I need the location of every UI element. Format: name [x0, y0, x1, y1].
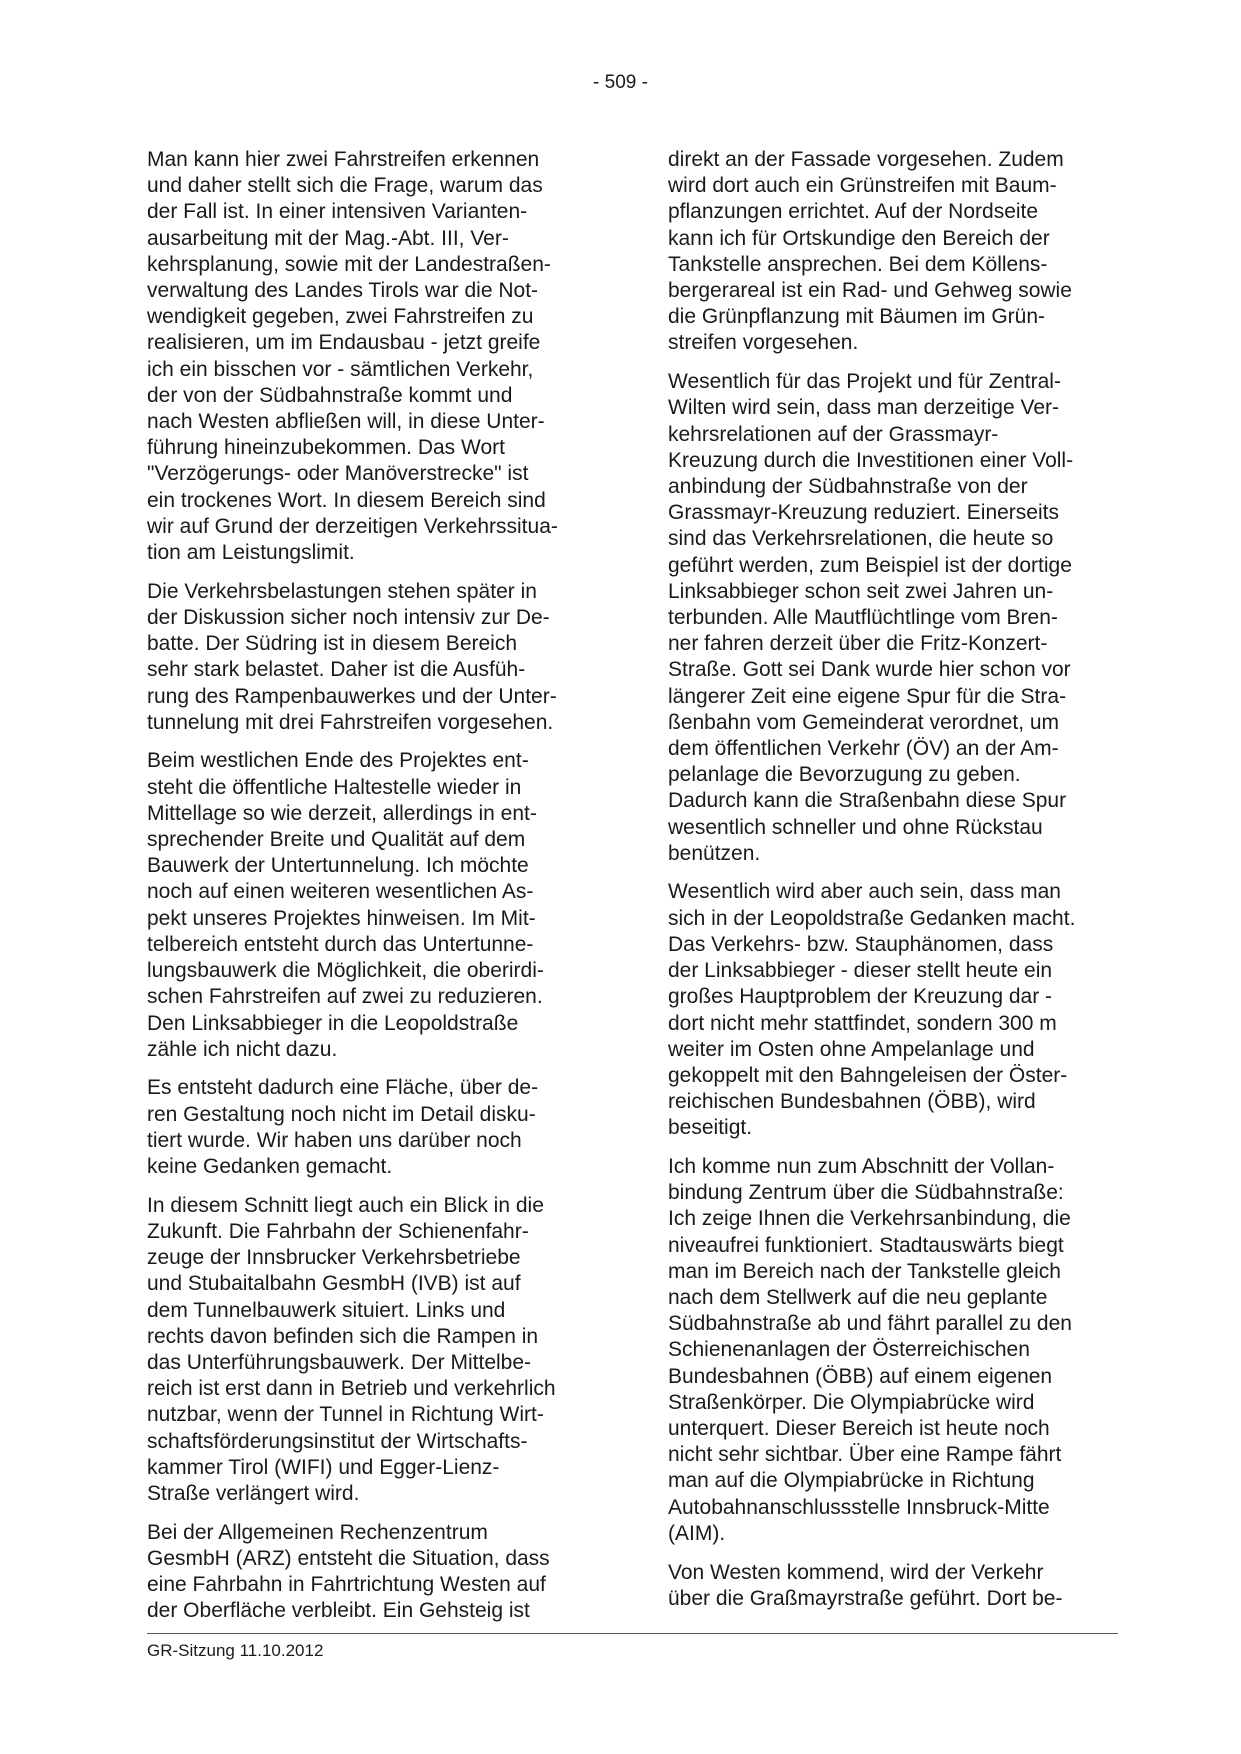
- text-line: sprechender Breite und Qualität auf dem: [147, 828, 526, 852]
- text-line: gekoppelt mit den Bahngeleisen der Öster-: [668, 1063, 1068, 1087]
- text-line: Mittellage so wie derzeit, allerdings in ent-: [147, 801, 537, 825]
- text-line: wird dort auch ein Grünstreifen mit Baum-: [668, 174, 1057, 198]
- text-line: terbunden. Alle Mautflüchtlinge vom Bren-: [668, 605, 1058, 629]
- text-line: ner fahren derzeit über die Fritz-Konzert-: [668, 632, 1048, 656]
- paragraph: [147, 147, 599, 566]
- footer-divider: [147, 1633, 1118, 1634]
- text-line: unterquert. Dieser Bereich ist heute noch: [668, 1417, 1050, 1441]
- text-line: längerer Zeit eine eigene Spur für die Stra-: [668, 684, 1067, 708]
- paragraph: [668, 147, 1120, 357]
- text-line: reich ist erst dann in Betrieb und verkehrlich: [147, 1377, 556, 1401]
- text-line: sehr stark belastet. Daher ist die Ausfüh-: [147, 658, 526, 682]
- text-line: kammer Tirol (WIFI) und Egger-Lienz-: [147, 1455, 500, 1479]
- text-line: großes Hauptproblem der Kreuzung dar -: [668, 985, 1053, 1009]
- paragraph: [147, 579, 599, 736]
- text-line: kehrsplanung, sowie mit der Landestraßen-: [147, 252, 551, 276]
- text-line: man auf die Olympiabrücke in Richtung: [668, 1469, 1035, 1493]
- text-line: weiter im Osten ohne Ampelanlage und: [668, 1037, 1035, 1061]
- text-line: GesmbH (ARZ) entsteht die Situation, dass: [147, 1546, 550, 1570]
- text-line: bindung Zentrum über die Südbahnstraße:: [668, 1181, 1064, 1205]
- text-line: der Linksabbieger - dieser stellt heute ein: [668, 959, 1053, 983]
- text-line: reichischen Bundesbahnen (ÖBB), wird: [668, 1090, 1036, 1114]
- page-number: - 509 -: [593, 72, 648, 93]
- text-line: "Verzögerungs- oder Manöverstrecke" ist: [147, 462, 529, 486]
- text-line: anbindung der Südbahnstraße von der: [668, 474, 1028, 498]
- text-line: zähle ich nicht dazu.: [147, 1037, 338, 1061]
- text-line: ein trockenes Wort. In diesem Bereich sind: [147, 488, 546, 512]
- text-line: schen Fahrstreifen auf zwei zu reduzieren.: [147, 985, 543, 1009]
- text-line: Bundesbahnen (ÖBB) auf einem eigenen: [668, 1364, 1053, 1388]
- footer-session-date: GR-Sitzung 11.10.2012: [147, 1641, 324, 1660]
- text-line: In diesem Schnitt liegt auch ein Blick in die: [147, 1193, 544, 1217]
- text-line: lungsbauwerk die Möglichkeit, die oberirdi-: [147, 959, 544, 983]
- text-line: ausarbeitung mit der Mag.-Abt. III, Ver-: [147, 226, 509, 250]
- text-line: nach Westen abfließen will, in diese Unter-: [147, 410, 545, 434]
- text-line: die Grünpflanzung mit Bäumen im Grün-: [668, 305, 1046, 329]
- text-line: Wilten wird sein, dass man derzeitige Ver-: [668, 396, 1059, 420]
- paragraph: [147, 1075, 599, 1180]
- text-line: der Oberfläche verbleibt. Ein Gehsteig ist: [147, 1599, 530, 1623]
- text-line: und daher stellt sich die Frage, warum das: [147, 174, 543, 198]
- text-line: kehrsrelationen auf der Grassmayr-: [668, 422, 999, 446]
- text-line: Man kann hier zwei Fahrstreifen erkennen: [147, 148, 540, 171]
- text-line: nicht sehr sichtbar. Über eine Rampe fährt: [668, 1443, 1062, 1467]
- text-line: der Diskussion sicher noch intensiv zur De-: [147, 605, 550, 629]
- text-line: batte. Der Südring ist in diesem Bereich: [147, 632, 518, 656]
- text-line: wendigkeit gegeben, zwei Fahrstreifen zu: [147, 305, 534, 329]
- text-line: tiert wurde. Wir haben uns darüber noch: [147, 1128, 522, 1152]
- text-line: Autobahnanschlussstelle Innsbruck-Mitte: [668, 1495, 1050, 1519]
- text-line: pflanzungen errichtet. Auf der Nordseite: [668, 200, 1039, 224]
- paragraph: [668, 879, 1120, 1141]
- text-line: rung des Rampenbauwerkes und der Unter-: [147, 684, 557, 708]
- text-line: beseitigt.: [668, 1116, 753, 1140]
- left-text-column: [147, 147, 599, 1637]
- text-line: benützen.: [668, 841, 761, 865]
- text-line: rechts davon befinden sich die Rampen in: [147, 1324, 539, 1348]
- text-line: sind das Verkehrsrelationen, die heute so: [668, 527, 1054, 551]
- text-line: Grassmayr-Kreuzung reduziert. Einerseits: [668, 501, 1059, 525]
- text-line: bergerareal ist ein Rad- und Gehweg sowie: [668, 279, 1072, 303]
- text-line: wir auf Grund der derzeitigen Verkehrssitua-: [147, 514, 558, 538]
- text-line: der Fall ist. In einer intensiven Varianten-: [147, 200, 528, 224]
- text-line: nach dem Stellwerk auf die neu geplante: [668, 1286, 1048, 1310]
- text-line: dem öffentlichen Verkehr (ÖV) an der Am-: [668, 736, 1059, 760]
- text-line: Kreuzung durch die Investitionen einer Voll-: [668, 448, 1074, 472]
- paragraph: [668, 369, 1120, 867]
- right-text-column: [668, 147, 1120, 1624]
- text-line: Südbahnstraße ab und fährt parallel zu den: [668, 1312, 1072, 1336]
- text-line: Beim westlichen Ende des Projektes ent-: [147, 749, 529, 773]
- text-line: realisieren, um im Endausbau - jetzt greife: [147, 331, 541, 355]
- text-line: tion am Leistungslimit.: [147, 541, 355, 565]
- text-line: Ich zeige Ihnen die Verkehrsanbindung, die: [668, 1207, 1071, 1231]
- text-line: ren Gestaltung noch nicht im Detail disku-: [147, 1102, 536, 1126]
- text-line: Ich komme nun zum Abschnitt der Vollan-: [668, 1155, 1055, 1179]
- text-line: dem Tunnelbauwerk situiert. Links und: [147, 1298, 506, 1322]
- text-line: Straßenkörper. Die Olympiabrücke wird: [668, 1390, 1035, 1414]
- text-line: schaftsförderungsinstitut der Wirtschafts-: [147, 1429, 528, 1453]
- text-line: Wesentlich wird aber auch sein, dass man: [668, 880, 1061, 904]
- text-line: kann ich für Ortskundige den Bereich der: [668, 226, 1050, 250]
- text-line: Dadurch kann die Straßenbahn diese Spur: [668, 789, 1067, 813]
- paragraph: [147, 748, 599, 1062]
- text-line: nutzbar, wenn der Tunnel in Richtung Wirt-: [147, 1403, 544, 1427]
- text-line: das Unterführungsbauwerk. Der Mittelbe-: [147, 1350, 532, 1374]
- text-line: Tankstelle ansprechen. Bei dem Köllens-: [668, 252, 1048, 276]
- text-line: (AIM).: [668, 1521, 726, 1545]
- text-line: Linksabbieger schon seit zwei Jahren un-: [668, 579, 1054, 603]
- paragraph: [147, 1193, 599, 1507]
- text-line: pelanlage die Bevorzugung zu geben.: [668, 763, 1021, 787]
- text-line: telbereich entsteht durch das Untertunne-: [147, 932, 534, 956]
- text-line: der von der Südbahnstraße kommt und: [147, 383, 513, 407]
- text-line: dort nicht mehr stattfindet, sondern 300 m: [668, 1011, 1057, 1035]
- text-line: Die Verkehrsbelastungen stehen später in: [147, 579, 537, 603]
- text-line: Bauwerk der Untertunnelung. Ich möchte: [147, 854, 529, 878]
- text-line: ich ein bisschen vor - sämtlichen Verkehr,: [147, 357, 534, 381]
- text-line: Wesentlich für das Projekt und für Zentral-: [668, 370, 1061, 394]
- text-line: Straße verlängert wird.: [147, 1481, 360, 1505]
- text-line: Schienenanlagen der Österreichischen: [668, 1338, 1030, 1362]
- text-line: Den Linksabbieger in die Leopoldstraße: [147, 1011, 519, 1035]
- text-line: pekt unseres Projektes hinweisen. Im Mit-: [147, 906, 536, 930]
- text-line: führung hineinzubekommen. Das Wort: [147, 436, 505, 460]
- text-line: sich in der Leopoldstraße Gedanken macht.: [668, 906, 1076, 930]
- paragraph: [668, 1154, 1120, 1547]
- text-line: über die Graßmayrstraße geführt. Dort be-: [668, 1586, 1063, 1610]
- text-line: eine Fahrbahn in Fahrtrichtung Westen auf: [147, 1573, 546, 1597]
- text-line: Straße. Gott sei Dank wurde hier schon vor: [668, 658, 1071, 682]
- text-line: direkt an der Fassade vorgesehen. Zudem: [668, 148, 1064, 171]
- text-line: wesentlich schneller und ohne Rückstau: [668, 815, 1043, 839]
- text-line: noch auf einen weiteren wesentlichen As-: [147, 880, 534, 904]
- text-line: tunnelung mit drei Fahrstreifen vorgesehen.: [147, 710, 554, 734]
- text-line: zeuge der Innsbrucker Verkehrsbetriebe: [147, 1246, 521, 1270]
- text-line: keine Gedanken gemacht.: [147, 1155, 393, 1179]
- text-line: niveaufrei funktioniert. Stadtauswärts biegt: [668, 1233, 1064, 1257]
- text-line: Es entsteht dadurch eine Fläche, über de-: [147, 1076, 539, 1100]
- text-line: Von Westen kommend, wird der Verkehr: [668, 1560, 1044, 1584]
- text-line: Zukunft. Die Fahrbahn der Schienenfahr-: [147, 1219, 529, 1243]
- text-line: ßenbahn vom Gemeinderat verordnet, um: [668, 710, 1060, 734]
- text-line: steht die öffentliche Haltestelle wieder in: [147, 775, 522, 799]
- text-line: Bei der Allgemeinen Rechenzentrum: [147, 1520, 488, 1544]
- text-line: geführt werden, zum Beispiel ist der dortige: [668, 553, 1072, 577]
- text-line: verwaltung des Landes Tirols war die Not-: [147, 279, 539, 303]
- text-line: man im Bereich nach der Tankstelle gleich: [668, 1259, 1061, 1283]
- text-line: streifen vorgesehen.: [668, 331, 859, 355]
- text-line: Das Verkehrs- bzw. Stauphänomen, dass: [668, 932, 1054, 956]
- text-line: und Stubaitalbahn GesmbH (IVB) ist auf: [147, 1272, 521, 1296]
- paragraph: [668, 1560, 1120, 1612]
- paragraph: [147, 1520, 599, 1625]
